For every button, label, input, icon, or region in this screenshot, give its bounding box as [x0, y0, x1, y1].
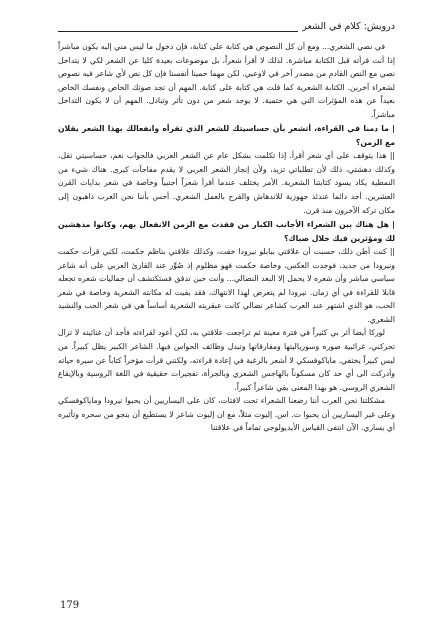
paragraph-arab-problem: مشكلتنا نحن العرب أننا رضعنا الشعراء تحت لافتات، كان على اليساريين أن يحبوا نيرودا وماياكوفسكي وعلى غير اليساريين أن يحبوا ت. اس. إليوت مثلاً، مع ان إليوت شاعر لا يستطيع أن ينجو من سحره وتأثيره أي يساري. الآن انتفى القياس الأيديولوجي تماماً في علاقتنا — [58, 396, 395, 433]
header-rule — [58, 22, 298, 32]
running-header — [58, 14, 395, 32]
answer-foreign-poets: || كنت أظن ذلك، حسبت أن علاقتي ببابلو نيرودا خفت، وكذلك علاقتي بناظم حكمت، لكني قرأت حكمت ونيرودا من جديد، فوجدت العكس، وخاصة حكمت فهو مظلوم إذ صُوِّر عند القارئ العربي على أنه شاعر سياسي مباشر وأن شعره لا يحمل إلا البعد النضالي... وأنت حين تدقق فستكتشف أن جماليات شعره تجعله قابلا للقراءة في أي زمان. نيرودا لم يتعرض لهذا الانتهاك، فقد بقيت له مكانته الشعرية وخاصة في شعر الحب، هو الذي اشتهر عند العرب كشاعر نضالي كانت عبقريته الشعرية أساساً هي في شعر الحب والنشيد الشعري. — [58, 247, 395, 324]
running-title: درويش: كلام في الشعر — [302, 21, 395, 32]
paragraph-intro: في نصي الشعري... ومع أن كل النصوص هي كتابة على كتابة، فإن دخول ما ليس مني إليه يكون مباشراً إذا أنت قرأته قبل الكتابة مباشرة. لذلك لا أقرأ شعراً، بل موضوعات بعيدة كليا عن الشعر لكي لا يتداخل نصي مع النص القادم من مصدر آخر في لاوعيي. لكن مهما حمينا أنفسنا فإن كل نص لأي شاعر فيه نصوص لشعراء آخرين. الكتابة الشعرية كما قلت هي كتابة على كتابة. المهم أن تجد صوتك الخاص ونفسك الخاص بعيداً عن هذه المؤثرات التي هي حتمية. لا يوجد شعر من دون تأثر وتبادل. المهم أن لا يكون التداخل مباشراً. — [58, 42, 395, 119]
question-reading-sensitivity: | ما دمنا في القراءة، أتشعر بأن حساسيتك للشعر الذي تقرأه وانفعالك بهذا الشعر يقلان مع الزمن؟ — [58, 124, 395, 147]
question-foreign-poets: | هل هناك بين الشعراء الأجانب الكبار من فقدت مع الزمن الانفعال بهم، وكانوا مدهشين لك ومؤثرين فيك خلال صباك؟ — [58, 220, 395, 243]
paragraph-lorca: لوركا أيضا أثر بي كثيراً في فترة معينة ثم تراجعت علاقتي به، لكن أعود لقراءته فأجد أن غنائيته لا تزال تحركني، غرائبية صوره وسورياليتها ومفارقاتها وتبدل وظائف الحواس فيها. الشاعر الكبير يظل كبيراً. من ليس كبيراً يختفي. ماياكوفسكي لا أشعر بالرغبة في إعادة قراءته، ولكنني قرأت مؤخراً كتاباً عن سيرة حياته وأدركت الى أي حد كان مسكوناً بالهاجس الشعري وبالجرأة، تفجيرات حقيقية في اللغة الروسية وبالإيقاع الشعري الروسي. هو بهذا المعنى بقي شاعراً كبيراً. — [58, 328, 395, 392]
page-number: 179 — [60, 600, 80, 611]
answer-reading-sensitivity: || هذا يتوقف على أي شعر أقرأ. إذا تكلمت بشكل عام عن الشعر العربي فالجواب نعم، حساسيتي تقل، وكذلك دهشتي، ذلك لأن تطلباتي تزيد، ولأن إنجاز الشعر العربي لا يقدم مفاجآت كبرى. هناك شيء من النمطية يكاد يسود كتابتنا الشعرية. الأمر يختلف عندما أقرأ شعراً أجنبياً وخاصة في شعر بدايات القرن العشرين. أجد دائما عندئذ جهوزية للاندهاش والفرح بالعمل الشعري. أحس بأننا نحن العرب ذاهبون إلى مكان تركه الآخرون منذ قرن. — [58, 151, 395, 215]
page-body — [58, 40, 395, 435]
